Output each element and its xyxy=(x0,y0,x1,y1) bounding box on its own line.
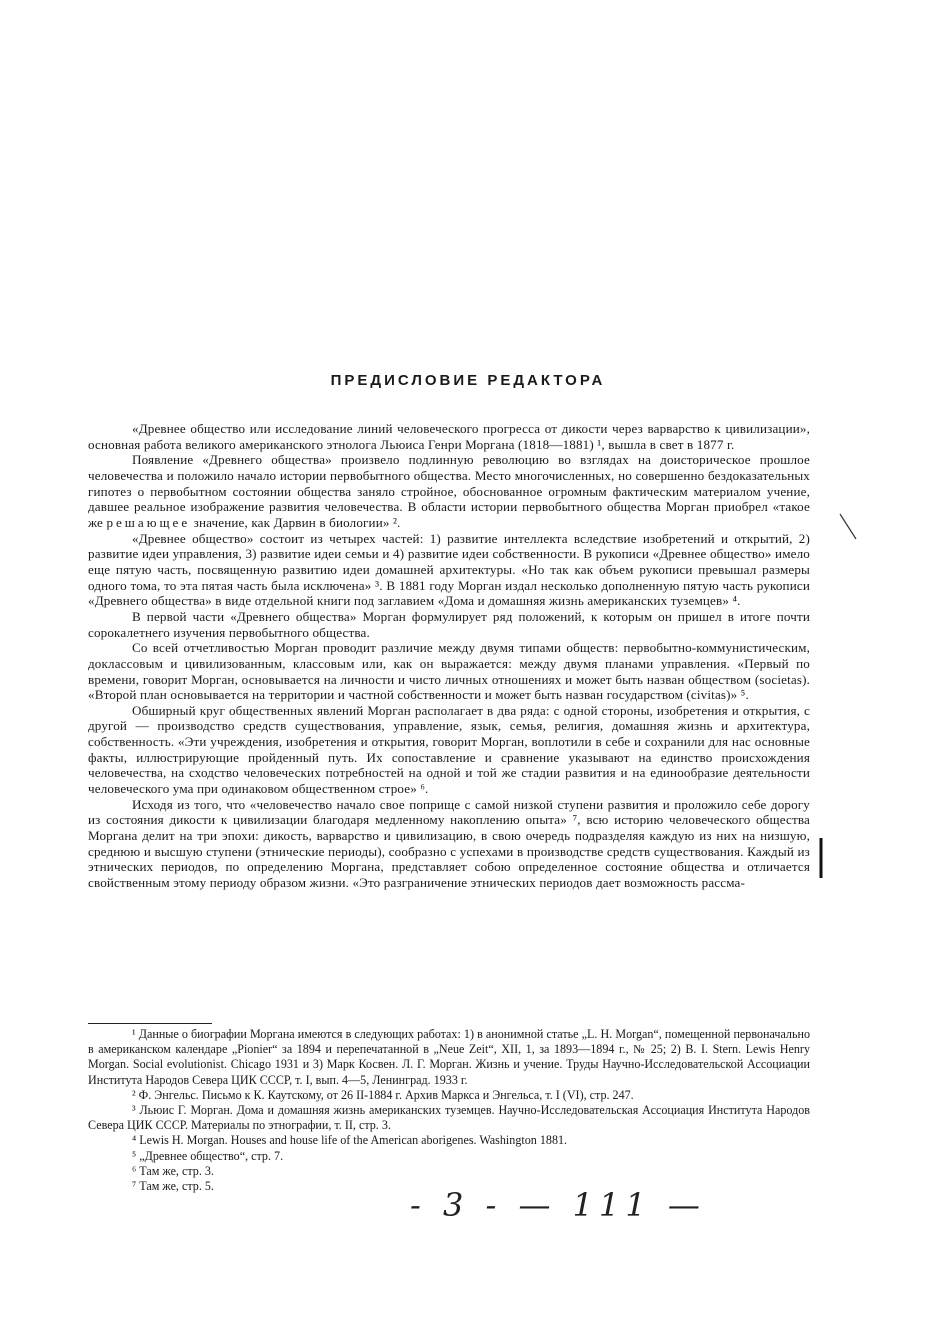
paragraph-2 xyxy=(88,452,810,530)
paragraph-7: Исходя из того, что «человечество начало свое поприще с самой низкой ступени развития и проложило себе дорогу из состояния дикости к цивилизации благодаря медленному накоплению опыта» ⁷, всю историю человеческого общества Моргана делит на три эпохи: дикость, варварство и цивилизацию, в свою очередь подразделяя каждую из них на низшую, среднюю и высшую ступени (этнические периоды), сообразно с успехами в производстве средств существования. Каждый из этнических периодов, по определению Моргана, представляет собою определенное состояние общества и отличается свойственным этому периоду образом жизни. «Это разграничение этнических периодов дает возможность рассма- xyxy=(88,796,810,891)
preface-body xyxy=(88,421,810,891)
footnote-7: ⁷ Там же, стр. 5. xyxy=(132,1179,214,1194)
paragraph-2-text: Появление «Древнего общества» произвело подлинную революцию во взглядах на доисторическое прошлое человечества и положило начало истории первобытного общества. Место многочисленных, но совершенно бездоказательных гипотез о первобытном состоянии общества заняло стройное, обоснованное огромным фактическим материалом учение, давшее реальное изображение развития человечества. В области истории первобытного общества Морган приобрел «такое же xyxy=(88,452,810,530)
paragraph-3: «Древнее общество» состоит из четырех частей: 1) развитие интеллекта вследствие изобретений и открытий, 2) развитие идеи управления, 3) развитие идеи семьи и 4) развитие идеи собственности. В рукописи «Древнее общество» имело еще пятую часть, посвященную развитию идеи домашней архитектуры. «Но так как объем рукописи превышал размеры одного тома, то эта пятая часть была исключена» ³. В 1881 году Морган издал несколько дополненную пятую часть рукописи «Древнего общества» в виде отдельной книги под заглавием «Дома и домашняя жизнь американских туземцев» ⁴. xyxy=(88,530,810,609)
paragraph-4: В первой части «Древнего общества» Морган формулирует ряд положений, к которым он пришел в итоге почти сорокалетнего изучения первобытного общества. xyxy=(88,608,810,640)
handwritten-page-number: - 3 - — 111 — xyxy=(410,1186,706,1224)
footnote-2: ² Ф. Энгельс. Письмо к К. Каутскому, от 26 II-1884 г. Архив Маркса и Энгельса, т. I (VI), стр. 247. xyxy=(132,1087,634,1102)
footnote-3: ³ Льюис Г. Морган. Дома и домашняя жизнь американских туземцев. Научно-Исследовательская Ассоциация Института Народов Севера ЦИК СССР. Материалы по этнографии, т. II, стр. 3. xyxy=(88,1103,810,1133)
footnote-1: ¹ Данные о биографии Моргана имеются в следующих работах: 1) в анонимной статье „L. H. Morgan“, помещенной первоначально в американском календаре „Pionier“ за 1894 и перепечатанной в „Neue Zeit“, XII, 1, за 1893—1894 г., № 25; 2) B. I. Stern. Lewis Henry Morgan. Social evolutionist. Chicago 1931 и 3) Марк Косвен. Л. Г. Морган. Жизнь и учение. Труды Научно-Исследовательской Ассоциации Института Народов Севера ЦИК СССР, т. I, вып. 4—5, Ленинград. 1933 г. xyxy=(88,1027,810,1087)
paragraph-2-end: значение, как Дарвин в биологии» ². xyxy=(193,514,401,530)
paragraph-1: «Древнее общество или исследование линий человеческого прогресса от дикости через варварство к цивилизации», основная работа великого американского этнолога Льюиса Генри Моргана (1818—1881) ¹, вышла в свет в 1877 г. xyxy=(88,421,810,452)
paragraph-5: Со всей отчетливостью Морган проводит различие между двумя типами обществ: первобытно-коммунистическим, доклассовым и цивилизованным, классовым или, как он выражается: между двумя планами управления. «Первый по времени, говорит Морган, основывается на личности и чисто личных отношениях и может быть назван обществом (societas). «Второй план основывается на территории и частной собственности и может быть назван государством (civitas)» ⁵. xyxy=(88,640,810,703)
footnote-4: ⁴ Lewis H. Morgan. Houses and house life of the American aborigenes. Washington 1881. xyxy=(132,1133,568,1148)
margin-bracket-mark xyxy=(816,836,826,880)
emphasized-word: решающее xyxy=(106,514,191,530)
footnotes xyxy=(88,1027,810,1194)
footnote-divider xyxy=(88,1023,212,1024)
margin-stroke-mark xyxy=(838,512,860,542)
paragraph-6: Обширный круг общественных явлений Морган располагает в два ряда: с одной стороны, изобретения и открытия, с другой — производство средств существования, управление, язык, семья, религия, домашняя жизнь и архитектура, собственность. «Эти учреждения, изобретения и открытия, говорит Морган, воплотили в себе и сохранили для нас основные факты, иллюстрирующие пройденный путь. Их сопоставление и сравнение указывают на единство происхождения человечества, на сходство человеческих потребностей на одной и той же стадии развития и на единообразие деятельности человеческого ума при одинаковом общественном строе» ⁶. xyxy=(88,702,810,797)
footnote-5: ⁵ „Древнее общество“, стр. 7. xyxy=(132,1148,284,1163)
page-title: ПРЕДИСЛОВИЕ РЕДАКТОРА xyxy=(330,372,606,389)
footnote-6: ⁶ Там же, стр. 3. xyxy=(132,1163,214,1178)
